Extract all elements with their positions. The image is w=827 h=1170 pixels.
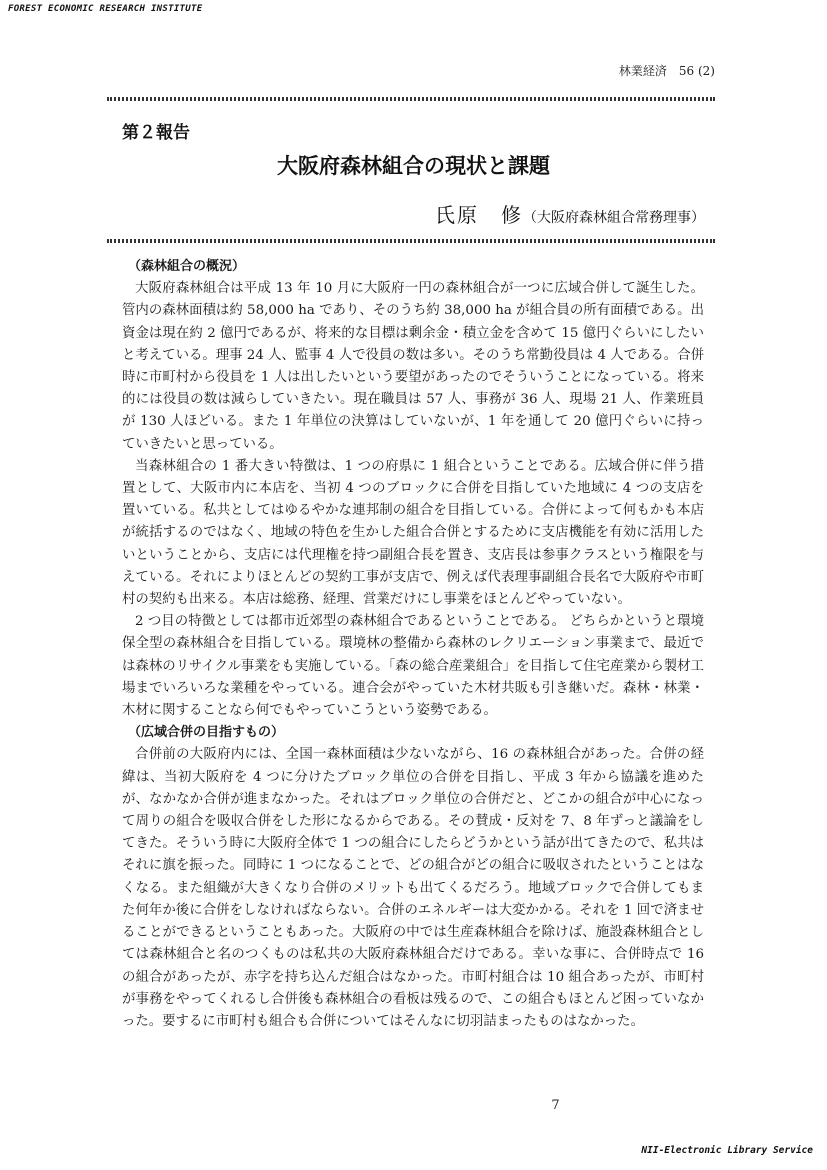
report-label: 第２報告 [122, 123, 190, 143]
paragraph: 2 つ目の特徴としては都市近郊型の森林組合であるということである。 どちらかというと環境保全型の森林組合を目指している。環境林の整備から森林のレクリエーション事業まで、最近では森林のリサイクル事業をも実施している。「森の総合産業組合」を目指して住宅産業から製材工場までいろいろな業種をやっている。連合会がやっていた木材共販も引き継いだ。森林・林業・木材に関することなら何でもやっていこうという姿勢である。 [122, 614, 704, 719]
author-line [435, 199, 705, 228]
article-title: 大阪府森林組合の現状と課題 [277, 154, 550, 178]
paragraph: 合併前の大阪府内には、全国一森林面積は少ないながら、16 の森林組合があった。合併の経緯は、当初大阪府を 4 つに分けたブロック単位の合併を目指し、平成 3 年から協議を進めたが、なかなか合併が進まなかった。それはブロック単位の合併だと、どこかの組合が中心になって周りの組合を吸収合併をした形になるからである。その賛成・反対を 7、8 年ずっと議論をしてきた。そういう時に大阪府全体で 1 つの組合にしたらどうかという話が出てきたので、私共はそれに旗を振った。同時に 1 つになることで、どの組合がどの組合に吸収されたということはなくなる。また組織が大きくなり合併のメリットも出てくるだろう。地域ブロックで合併してもまた何年か後に合併をしなければならない。合併のエネルギーは大変かかる。それを 1 回で済ませることができるということもあった。大阪府の中では生産森林組合を除けば、施設森林組合としては森林組合と名のつくものは私共の大阪府森林組合だけである。幸いな事に、合併時点で 16 の組合があったが、赤字を持ち込んだ組合はなかった。市町村組合は 10 組合あったが、市町村が事務をやってくれるし合併後も森林組合の看板は残るので、この組合もほとんど困っていなかった。要するに市町村も組合も合併についてはそんなに切羽詰まったものはなかった。 [122, 747, 704, 1029]
paragraph: 当森林組合の 1 番大きい特徴は、1 つの府県に 1 組合ということである。広域合併に伴う措置として、大阪市内に本店を、当初 4 つのブロックに合併を目指していた地域に 4 つの支店を置いている。私共としてはゆるやかな連邦制の組合を目指している。合併によって何もかも本店が統括するのではなく、地域の特色を生かした組合合併とするために支店機能を有効に活用したいということから、支店には代理権を持つ副組合長を置き、支店長は参事クラスという権限を与えている。それによりほとんどの契約工事が支店で、例えば代表理事副組合長名で大阪府や市町村の契約も出来る。本店は総務、経理、営業だけにし事業をほとんどやっていない。 [122, 458, 704, 608]
library-service-footer: NII-Electronic Library Service [641, 1145, 813, 1156]
page-number: 7 [551, 1098, 560, 1113]
author-affiliation: （大阪府森林組合常務理事） [523, 210, 705, 226]
publisher-banner: FOREST ECONOMIC RESEARCH INSTITUTE [8, 4, 203, 14]
section-heading-merger-goals: （広域合併の目指すもの） [128, 725, 285, 741]
bottom-dotted-rule [107, 239, 715, 243]
article-body [122, 256, 704, 1033]
top-dotted-rule [107, 97, 715, 101]
paragraph: 大阪府森林組合は平成 13 年 10 月に大阪府一円の森林組合が一つに広域合併して誕生した。管内の森林面積は約 58,000 ha であり、そのうち約 38,000 ha が組合員の所有面積である。出資金は現在約 2 億円であるが、将来的な目標は剰余金・積立金を含めて 15 億円ぐらいにしたいと考えている。理事 24 人、監事 4 人で役員の数は多い。そのうち常勤役員は 4 人である。合併時に市町村から役員を 1 人は出したいという要望があったのでそういうことになっている。将来的には役員の数は減らしていきたい。現在職員は 57 人、事務が 36 人、現場 21 人、作業班員が 130 人ほどいる。また 1 年単位の決算はしていないが、1 年を通して 20 億円ぐらいに持っていきたいと思っている。 [122, 281, 704, 452]
journal-reference: 林業経済 56 (2) [618, 64, 715, 78]
section-heading-overview: （森林組合の概況） [128, 259, 246, 274]
author-name: 氏原 修 [435, 203, 523, 227]
